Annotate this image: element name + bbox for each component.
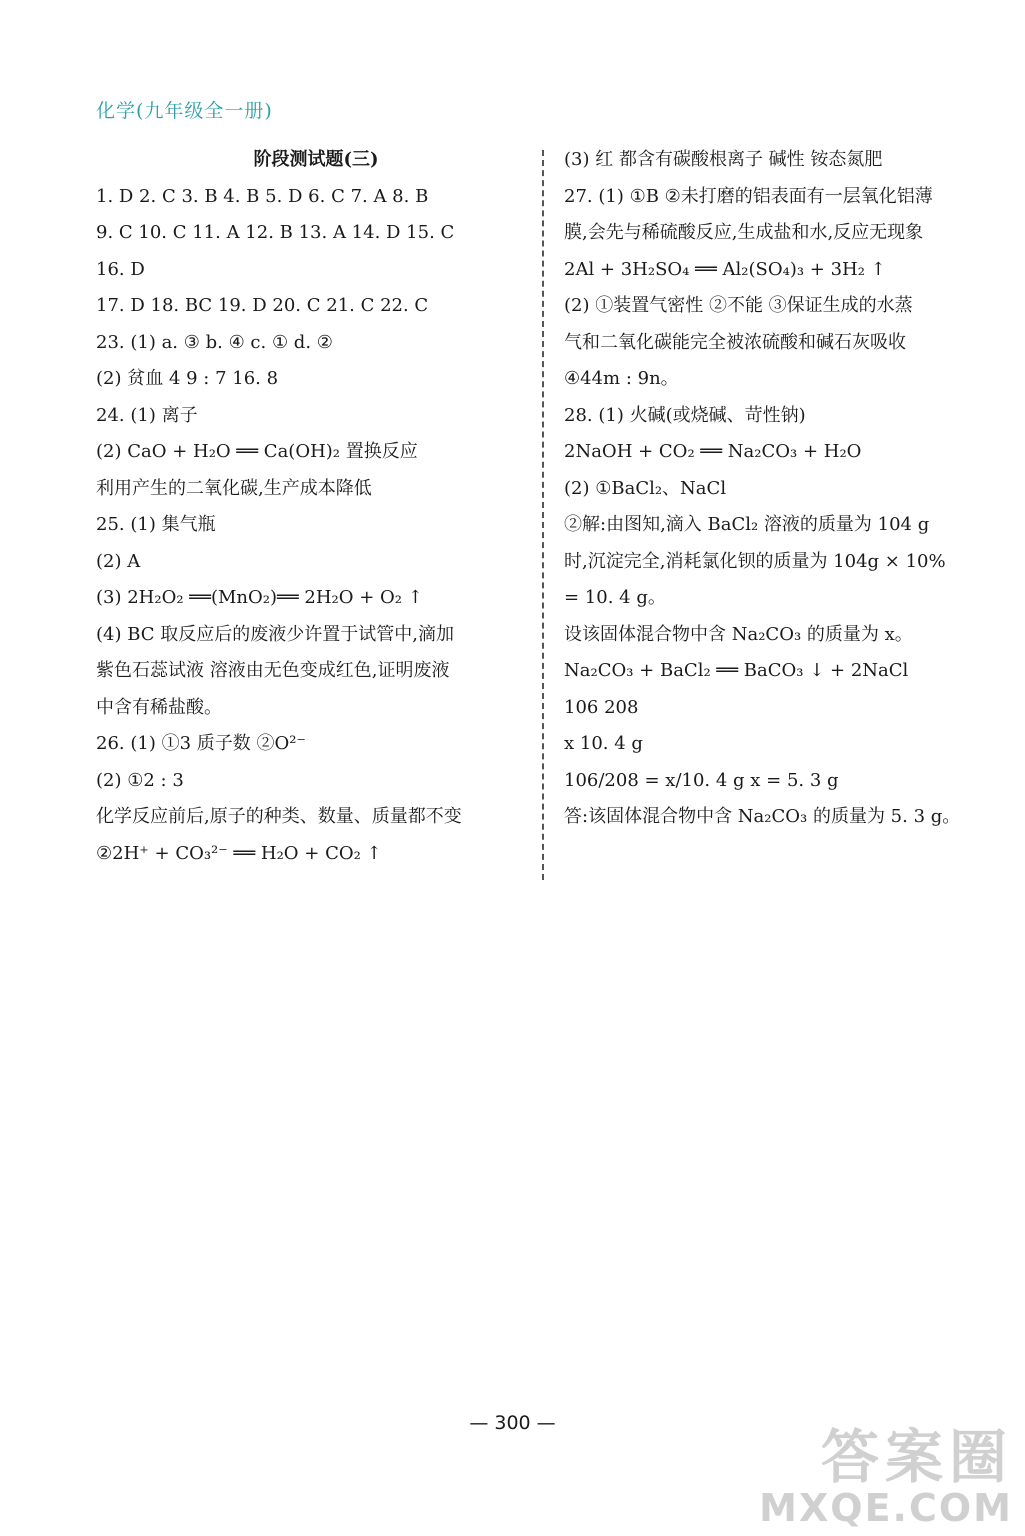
watermark-url: MXQE.COM	[759, 1486, 1013, 1530]
answer-line: Na₂CO₃ + BaCl₂ ══ BaCO₃ ↓ + 2NaCl	[564, 660, 909, 681]
answer-line: 24. (1) 离子	[96, 404, 198, 426]
answer-line: 答:该固体混合物中含 Na₂CO₃ 的质量为 5. 3 g。	[564, 806, 961, 827]
answer-line: ④44m : 9n。	[564, 368, 679, 389]
answer-line: 9. C 10. C 11. A 12. B 13. A 14. D 15. C	[96, 222, 455, 243]
answer-line: 1. D 2. C 3. B 4. B 5. D 6. C 7. A 8. B	[96, 185, 429, 207]
right-answer-column	[564, 142, 1004, 836]
answer-line: ②解:由图知,滴入 BaCl₂ 溶液的质量为 104 g	[564, 514, 930, 535]
answer-line: 17. D 18. BC 19. D 20. C 21. C 22. C	[96, 295, 429, 316]
answer-line: = 10. 4 g。	[564, 587, 666, 608]
column-divider	[542, 150, 544, 880]
answer-line: x 10. 4 g	[564, 733, 643, 754]
watermark-text: 答案圈	[820, 1423, 1013, 1491]
answer-line: 2NaOH + CO₂ ══ Na₂CO₃ + H₂O	[564, 441, 862, 462]
answer-line: (2) A	[96, 550, 141, 572]
answer-line: (2) ①BaCl₂、NaCl	[564, 477, 727, 499]
answer-line: (4) BC 取反应后的废液少许置于试管中,滴加	[96, 623, 454, 645]
answer-line: 紫色石蕊试液 溶液由无色变成红色,证明废液	[96, 660, 450, 681]
answer-line: (2) ①2 : 3	[96, 769, 184, 791]
answer-line: 28. (1) 火碱(或烧碱、苛性钠)	[564, 404, 806, 426]
answer-line: 16. D	[96, 258, 145, 280]
left-answer-column	[96, 142, 536, 872]
answer-line: (2) CaO + H₂O ══ Ca(OH)₂ 置换反应	[96, 441, 418, 462]
watermark-logo	[759, 1423, 1013, 1530]
book-header: 化学(九年级全一册)	[96, 100, 273, 122]
answer-line: 106 208	[564, 696, 639, 718]
answer-line: 设该固体混合物中含 Na₂CO₃ 的质量为 x。	[564, 623, 913, 645]
answer-line: 气和二氧化碳能完全被浓硫酸和碱石灰吸收	[564, 331, 906, 353]
section-title: 阶段测试题(三)	[253, 149, 379, 170]
answer-line: 25. (1) 集气瓶	[96, 514, 216, 535]
answer-line: 利用产生的二氧化碳,生产成本降低	[96, 477, 372, 499]
page-number: — 300 —	[469, 1412, 556, 1434]
answer-line: (2) 贫血 4 9 : 7 16. 8	[96, 368, 279, 389]
answer-line: 时,沉淀完全,消耗氯化钡的质量为 104g × 10%	[564, 550, 946, 572]
answer-line: 膜,会先与稀硫酸反应,生成盐和水,反应无现象	[564, 222, 924, 243]
answer-line: (3) 2H₂O₂ ══(MnO₂)══ 2H₂O + O₂ ↑	[96, 587, 423, 608]
answer-line: (3) 红 都含有碳酸根离子 碱性 铵态氮肥	[564, 149, 883, 170]
answer-line: 106/208 = x/10. 4 g x = 5. 3 g	[564, 769, 839, 791]
answer-line: 23. (1) a. ③ b. ④ c. ① d. ②	[96, 331, 333, 353]
answer-line: 27. (1) ①B ②未打磨的铝表面有一层氧化铝薄	[564, 185, 933, 207]
answer-line: ②2H⁺ + CO₃²⁻ ══ H₂O + CO₂ ↑	[96, 842, 382, 864]
answer-line: (2) ①装置气密性 ②不能 ③保证生成的水蒸	[564, 295, 913, 316]
answer-line: 化学反应前后,原子的种类、数量、质量都不变	[96, 806, 462, 827]
answer-line: 中含有稀盐酸。	[96, 696, 222, 718]
answer-line: 26. (1) ①3 质子数 ②O²⁻	[96, 733, 306, 754]
answer-line: 2Al + 3H₂SO₄ ══ Al₂(SO₄)₃ + 3H₂ ↑	[564, 258, 886, 280]
